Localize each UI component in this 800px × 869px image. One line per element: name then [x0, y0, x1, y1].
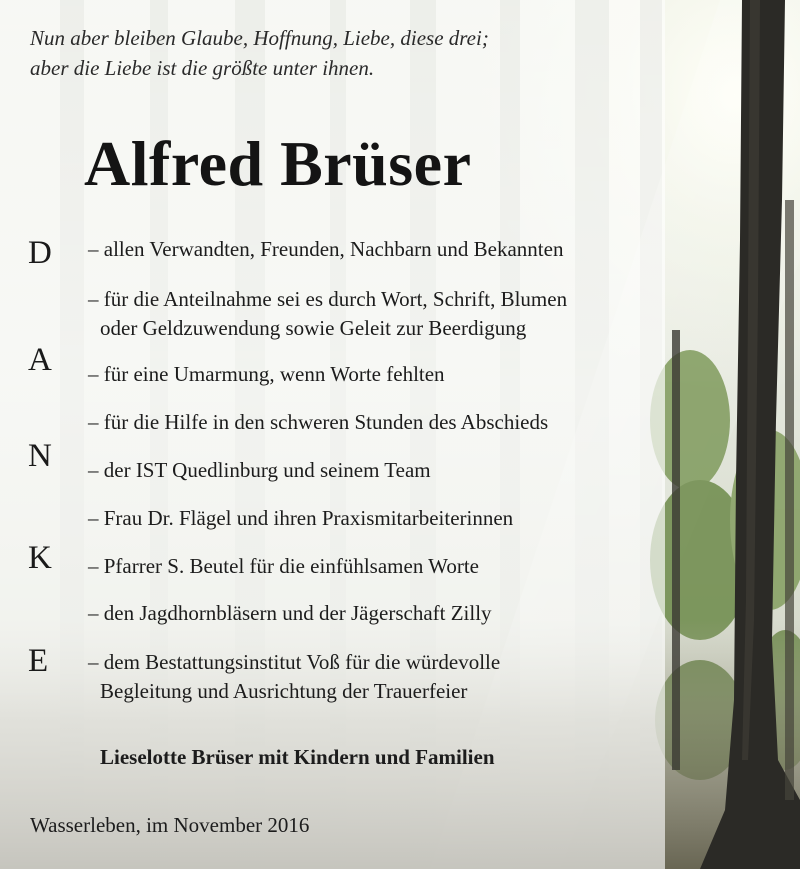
place-date: Wasserleben, im November 2016	[30, 813, 310, 837]
thanks-item	[88, 456, 431, 485]
deceased-name: Alfred Brüser	[84, 128, 472, 199]
thanks-item	[88, 648, 500, 706]
thanks-line: Begleitung und Ausrichtung der Trauerfeier	[100, 679, 468, 703]
quote-line: Nun aber bleiben Glaube, Hoffnung, Liebe, diese drei;	[30, 26, 489, 50]
thanks-line: – der IST Quedlinburg und seinem Team	[88, 458, 431, 482]
thanks-item	[88, 408, 548, 437]
acrostic-letter: D	[28, 235, 52, 271]
bible-quote	[30, 23, 630, 83]
thanks-item	[88, 235, 563, 264]
thanks-line: – dem Bestattungsinstitut Voß für die würdevolle	[88, 650, 501, 674]
thanks-item	[88, 360, 445, 389]
acrostic-letter: K	[28, 540, 52, 576]
thanks-line: – den Jagdhornbläsern und der Jägerschaft Zilly	[88, 601, 492, 625]
thanks-item	[88, 285, 567, 343]
thanks-line: – für die Hilfe in den schweren Stunden des Abschieds	[88, 410, 549, 434]
quote-line: aber die Liebe ist die größte unter ihnen.	[30, 56, 375, 80]
thanks-line: – Pfarrer S. Beutel für die einfühlsamen Worte	[88, 554, 479, 578]
thanks-line: – Frau Dr. Flägel und ihren Praxismitarbeiterinnen	[88, 506, 514, 530]
thanks-item	[88, 504, 513, 533]
thanks-line: – für die Anteilnahme sei es durch Wort, Schrift, Blumen	[88, 287, 568, 311]
thanks-line: oder Geldzuwendung sowie Geleit zur Beerdigung	[100, 316, 527, 340]
acrostic-letter: N	[28, 438, 52, 474]
thanks-item	[88, 599, 492, 628]
thanks-line: – allen Verwandten, Freunden, Nachbarn und Bekannten	[88, 237, 564, 261]
signature: Lieselotte Brüser mit Kindern und Familien	[100, 745, 495, 769]
acrostic-letter: E	[28, 643, 49, 679]
acrostic-letter: A	[28, 342, 52, 378]
thanks-line: – für eine Umarmung, wenn Worte fehlten	[88, 362, 445, 386]
thanks-item	[88, 552, 479, 581]
